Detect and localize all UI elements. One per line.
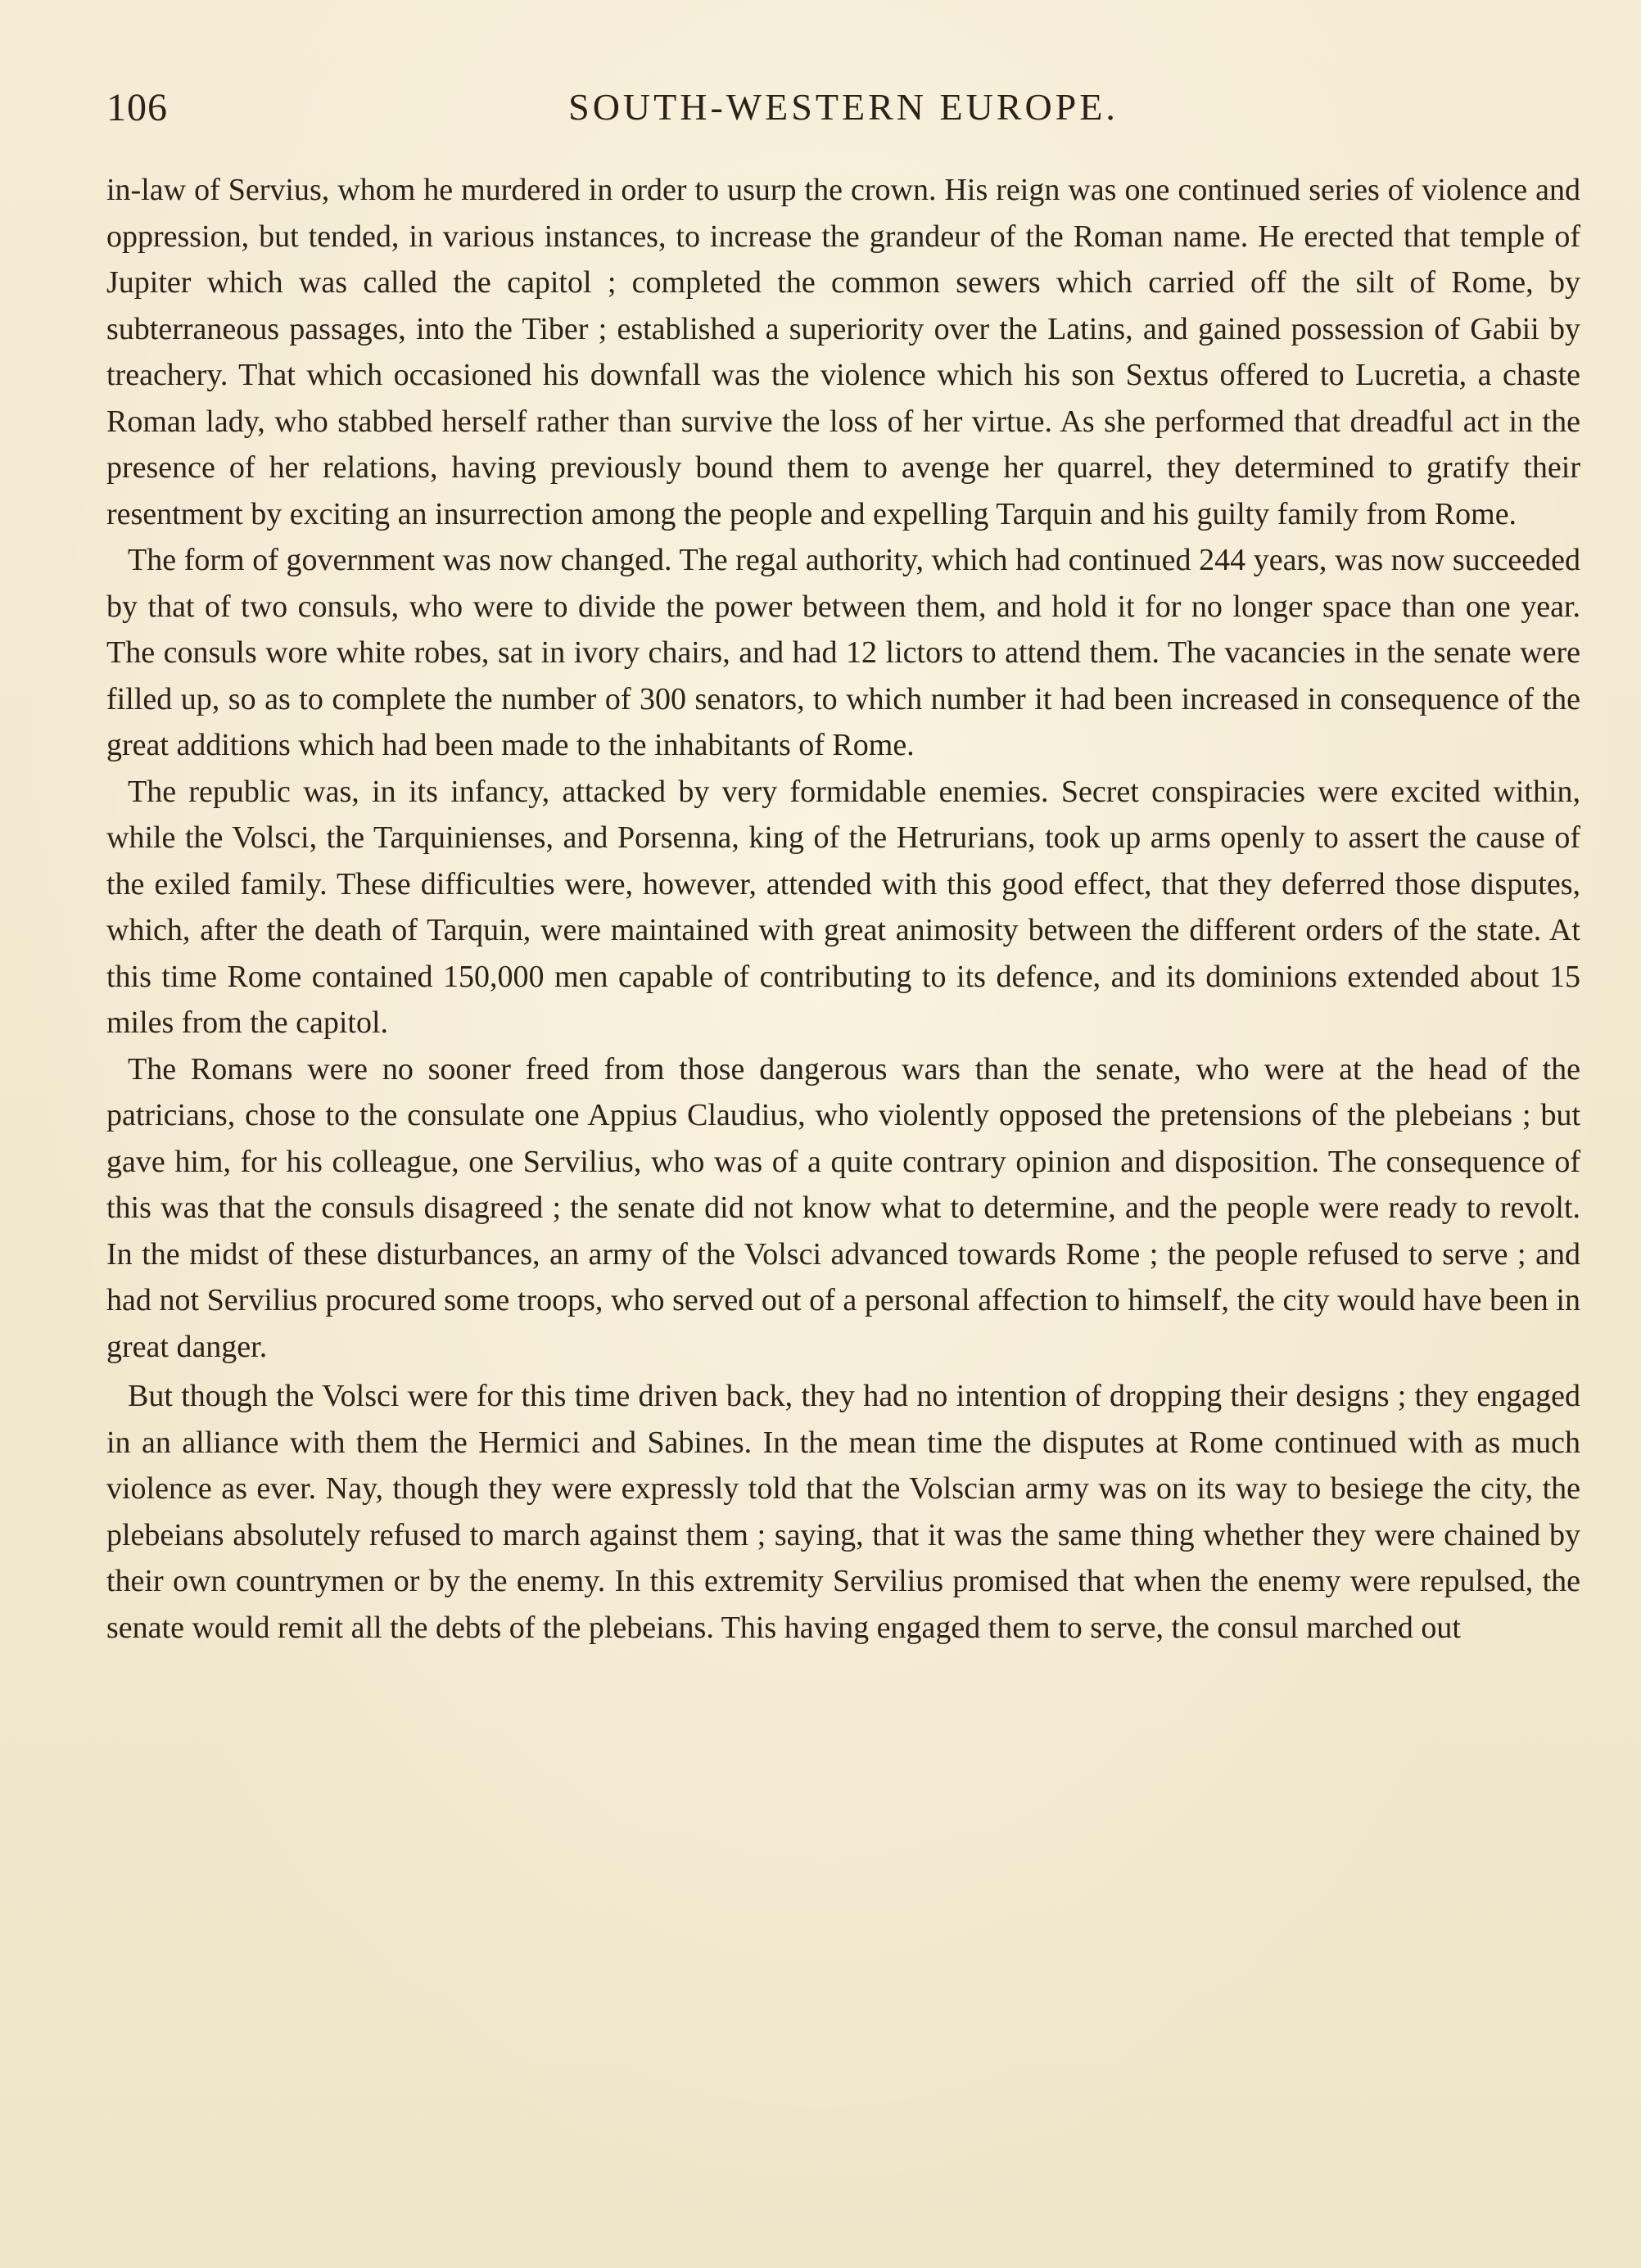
paragraph-tarquin-reign: in-law of Servius, whom he murdered in order to usurp the crown. His reign was one continued series of violence and oppression, but tended, in various instances, to increase the grandeur of the Roman name. He erected that temple of Jupiter which was called the capitol ; completed the common sewers which carried off the silt of Rome, by subterraneous passages, into the Tiber ; established a superiority over the Latins, and gained possession of Gabii by treachery. That which occasioned his downfall was the violence which his son Sextus offered to Lucretia, a chaste Roman lady, who stabbed herself rather than survive the loss of her virtue. As she performed that dreadful act in the presence of her relations, having previously bound them to avenge her quarrel, they determined to gratify their resentment by exciting an insurrection among the people and expelling Tarquin and his guilty family from Rome.	[106, 173, 1580, 531]
paragraph-republic-enemies: The republic was, in its infancy, attacked by very formidable enemies. Secret conspiracies were excited within, while the Volsci, the Tarquinienses, and Porsenna, king of the Hetrurians, took up arms openly to assert the cause of the exiled family. These difficulties were, however, attended with this good effect, that they deferred those disputes, which, after the death of Tarquin, were maintained with great animosity between the different orders of the state. At this time Rome contained 150,000 men capable of contributing to its defence, and its dominions extended about 15 miles from the capitol.	[106, 774, 1580, 1040]
paragraph-volsci-designs: But though the Volsci were for this time driven back, they had no intention of dropping their designs ; they engaged in an alliance with them the Hermici and Sabines. In the mean time the disputes at Rome continued with as much violence as ever. Nay, though they were expressly told that the Volscian army was on its way to besiege the city, the plebeians absolutely refused to march against them ; saying, that it was the same thing whether they were chained by their own countrymen or by the enemy. In this extremity Servilius promised that when the enemy were repulsed, the senate would remit all the debts of the plebeians. This having engaged them to serve, the consul marched out	[106, 1379, 1580, 1645]
page-number: 106	[106, 86, 168, 129]
page-header	[106, 85, 1580, 142]
body-text	[106, 167, 1580, 1651]
paragraph-appius-claudius: The Romans were no sooner freed from those dangerous wars than the senate, who were at the head of the patricians, chose to the consulate one Appius Claudius, who violently opposed the pretensions of the plebeians ; but gave him, for his colleague, one Servilius, who was of a quite contrary opinion and disposition. The consequence of this was that the consuls disagreed ; the senate did not know what to determine, and the people were ready to revolt. In the midst of these disturbances, an army of the Volsci advanced towards Rome ; the people refused to serve ; and had not Servilius procured some troops, who served out of a personal affection to himself, the city would have been in great danger.	[106, 1051, 1580, 1364]
paragraph-consuls: The form of government was now changed. The regal authority, which had continued 244 years, was now succeeded by that of two consuls, who were to divide the power between them, and hold it for no longer space than one year. The consuls wore white robes, sat in ivory chairs, and had 12 lictors to attend them. The vacancies in the senate were filled up, so as to complete the number of 300 senators, to which number it had been increased in consequence of the great additions which had been made to the inhabitants of Rome.	[106, 543, 1580, 762]
running-title: SOUTH-WESTERN EUROPE.	[568, 86, 1119, 128]
